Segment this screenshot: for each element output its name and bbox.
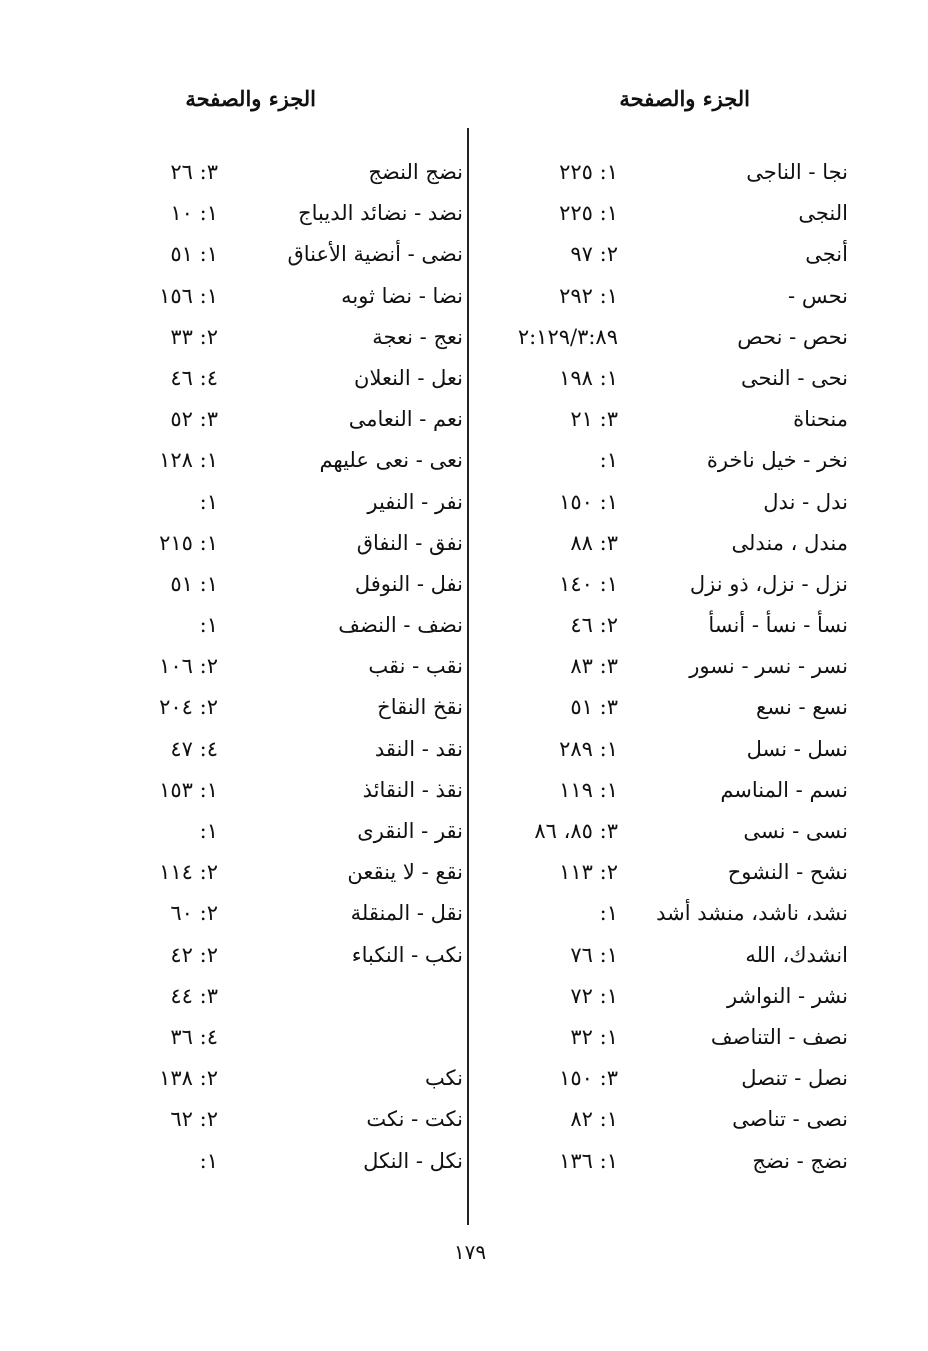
entry-term: نسأ - نسأ - أنسأ: [708, 613, 848, 638]
entry-term: نسر - نسر - نسور: [689, 654, 848, 679]
index-entry: [488, 812, 868, 853]
entry-volume-page: ١:: [599, 448, 618, 473]
index-entry: [128, 441, 463, 482]
entry-volume-page: ٢: ٦٠: [170, 901, 218, 926]
entry-term: نقخ النقاخ: [377, 695, 463, 720]
entry-term: نكب: [424, 1066, 463, 1091]
entry-term: النجى: [798, 201, 848, 226]
entry-volume-page: ١: ٢٩٢: [559, 283, 618, 308]
entry-volume-page: ١: ١٠: [170, 201, 218, 226]
entry-term: نقب - نقب: [368, 654, 463, 679]
entry-volume-page: ١:: [199, 613, 218, 638]
index-entry: [128, 688, 463, 729]
entry-volume-page: ٣: ٥١: [570, 695, 618, 720]
index-entry: [128, 647, 463, 688]
index-entry: [128, 606, 463, 647]
entry-volume-page: ١:: [199, 489, 218, 514]
index-entry: [128, 730, 463, 771]
entry-term: نشد، ناشد، منشد أشد: [656, 901, 848, 926]
entry-volume-page: ١: ١٥٣: [159, 777, 218, 802]
right-index-column: [488, 153, 868, 1183]
entry-volume-page: ١: ١٥٠: [559, 489, 618, 514]
index-entry: [488, 606, 868, 647]
index-entry: [488, 1142, 868, 1183]
left-column-header: الجزء والصفحة: [185, 86, 316, 111]
index-entry: [128, 1142, 463, 1183]
index-entry: [488, 400, 868, 441]
entry-volume-page: ١: ١٩٨: [559, 365, 618, 390]
entry-term: نعم - النعامى: [348, 407, 463, 432]
left-index-column: [128, 153, 463, 1183]
entry-term: نقذ - النقائذ: [362, 777, 463, 802]
entry-term: نحى - النحى: [741, 365, 848, 390]
entry-volume-page: ١: ١٥٦: [159, 283, 218, 308]
entry-volume-page: ٤: ٣٦: [170, 1024, 218, 1049]
index-entry: [488, 936, 868, 977]
page-number: ١٧٩: [453, 1240, 487, 1264]
entry-volume-page: ٢: ١٣٨: [159, 1066, 218, 1091]
index-entry: [128, 771, 463, 812]
index-entry: [488, 524, 868, 565]
index-entry: [128, 1018, 463, 1059]
index-entry: [488, 153, 868, 194]
entry-volume-page: ١: ٨٢: [570, 1107, 618, 1132]
entry-term: نصف - التناصف: [710, 1024, 848, 1049]
entry-volume-page: ١: ٧٦: [570, 942, 618, 967]
entry-term: نفل - النوفل: [354, 571, 463, 596]
entry-volume-page: ٢: ١١٤: [159, 860, 218, 885]
entry-volume-page: ١: ٥١: [170, 571, 218, 596]
entry-term: نعج - نعجة: [372, 324, 463, 349]
index-entry: [488, 565, 868, 606]
index-entry: [488, 1059, 868, 1100]
entry-volume-page: ١:: [199, 819, 218, 843]
entry-term: نصل - تنصل: [741, 1066, 848, 1091]
index-entry: [128, 400, 463, 441]
entry-volume-page: ١: ١٤٠: [559, 571, 618, 596]
entry-volume-page: ١: ٢١٥: [159, 530, 218, 555]
entry-term: نجا - الناجى: [746, 160, 848, 184]
entry-term: نقر - النقرى: [357, 819, 463, 843]
entry-term: نزل - نزل، ذو نزل: [689, 571, 848, 596]
entry-volume-page: ١: ٢٢٥: [559, 201, 618, 226]
entry-volume-page: ١: ١٢٨: [159, 448, 218, 473]
index-entry: [128, 853, 463, 894]
entry-volume-page: ٢: ٦٢: [170, 1107, 218, 1132]
index-entry: [488, 853, 868, 894]
entry-term: نحس -: [788, 283, 848, 308]
entry-volume-page: ٣: ٨٥، ٨٦: [534, 819, 618, 843]
column-divider: [467, 128, 469, 1225]
entry-term: نكب - النكباء: [351, 942, 463, 967]
entry-term: نشح - النشوح: [727, 860, 848, 885]
index-entry: [488, 194, 868, 235]
entry-volume-page: ٢: ٤٢: [170, 942, 218, 967]
entry-volume-page: ٢: ١١٣: [559, 860, 618, 885]
index-entry: [128, 194, 463, 235]
entry-term: نسم - المناسم: [720, 777, 848, 802]
entry-volume-page: ٢: ٢٠٤: [159, 695, 218, 720]
entry-term: نكل - النكل: [363, 1148, 463, 1173]
index-entry: [128, 359, 463, 400]
entry-volume-page: ١: ٧٢: [570, 983, 618, 1008]
index-entry: [488, 894, 868, 935]
index-entry: [128, 153, 463, 194]
entry-term: نضد - نضائد الديباج: [298, 201, 463, 226]
index-entry: [128, 1059, 463, 1100]
entry-term: انشدك، الله: [745, 942, 848, 967]
right-column-header: الجزء والصفحة: [619, 86, 750, 111]
entry-volume-page: ٣: ٢١: [570, 407, 618, 432]
entry-volume-page: ١: ٢٢٥: [559, 160, 618, 184]
entry-volume-page: ١: ٣٢: [570, 1024, 618, 1049]
entry-volume-page: ١: ٢٨٩: [559, 736, 618, 761]
index-entry: [128, 977, 463, 1018]
entry-term: نسى - نسى: [743, 819, 848, 843]
entry-term: نعل - النعلان: [354, 365, 463, 390]
entry-term: نضج - نضج: [752, 1148, 848, 1173]
entry-volume-page: ٤: ٤٦: [170, 365, 218, 390]
index-entry: [488, 1100, 868, 1141]
entry-term: نكت - نكت: [366, 1107, 463, 1132]
index-entry: [488, 277, 868, 318]
entry-volume-page: ٢:١٢٩/٣:٨٩: [517, 324, 618, 349]
index-entry: [488, 483, 868, 524]
index-entry: [488, 771, 868, 812]
entry-term: نشر - النواشر: [726, 983, 848, 1008]
entry-term: نفق - النفاق: [356, 530, 463, 555]
index-entry: [128, 277, 463, 318]
entry-volume-page: ١: ١٣٦: [559, 1148, 618, 1173]
entry-volume-page: ١:: [199, 1148, 218, 1173]
index-entry: [488, 730, 868, 771]
entry-term: نفر - النفير: [367, 489, 463, 514]
entry-term: نسل - نسل: [746, 736, 848, 761]
index-entry: [128, 1100, 463, 1141]
index-entry: [488, 318, 868, 359]
index-entry: [128, 565, 463, 606]
index-entry: [128, 894, 463, 935]
entry-term: أنجى: [805, 242, 848, 267]
entry-term: ندل - ندل: [763, 489, 848, 514]
entry-term: نضا - نضا ثوبه: [341, 283, 463, 308]
index-entry: [128, 483, 463, 524]
entry-term: نضى - أنضية الأعناق: [287, 242, 463, 267]
entry-volume-page: ٣: ٢٦: [170, 160, 218, 184]
index-entry: [488, 441, 868, 482]
entry-volume-page: ٣: ٤٤: [170, 983, 218, 1008]
index-entry: [488, 235, 868, 276]
entry-term: نضف - النضف: [338, 613, 463, 638]
entry-volume-page: ٣: ٥٢: [170, 407, 218, 432]
entry-volume-page: ٢: ٣٣: [170, 324, 218, 349]
entry-term: مندل ، مندلى: [731, 530, 848, 555]
entry-term: نعى - نعى عليهم: [319, 448, 463, 473]
entry-volume-page: ١: ٥١: [170, 242, 218, 267]
index-entry: [128, 812, 463, 853]
entry-volume-page: ٢: ١٠٦: [159, 654, 218, 679]
entry-volume-page: ٢: ٤٦: [570, 613, 618, 638]
index-entry: [128, 936, 463, 977]
index-entry: [488, 647, 868, 688]
entry-volume-page: ٣: ٨٨: [570, 530, 618, 555]
index-entry: [488, 359, 868, 400]
entry-term: نضج النضج: [368, 160, 463, 184]
index-entry: [488, 688, 868, 729]
entry-term: نسع - نسع: [756, 695, 848, 720]
entry-volume-page: ١:: [599, 901, 618, 926]
entry-volume-page: ٣: ١٥٠: [559, 1066, 618, 1091]
index-entry: [488, 977, 868, 1018]
entry-term: منحناة: [793, 407, 848, 432]
index-entry: [488, 1018, 868, 1059]
entry-term: نحص - نحص: [737, 324, 848, 349]
entry-volume-page: ١: ١١٩: [559, 777, 618, 802]
entry-volume-page: ٢: ٩٧: [570, 242, 618, 267]
index-entry: [128, 524, 463, 565]
index-entry: [128, 318, 463, 359]
entry-term: نقل - المنقلة: [350, 901, 463, 926]
index-entry: [128, 235, 463, 276]
entry-term: نقد - النقد: [374, 736, 463, 761]
entry-volume-page: ٤: ٤٧: [170, 736, 218, 761]
entry-volume-page: ٣: ٨٣: [570, 654, 618, 679]
entry-term: نصى - تناصى: [732, 1107, 848, 1132]
entry-term: نقع - لا ينقعن: [347, 860, 463, 885]
entry-term: نخر - خيل ناخرة: [706, 448, 848, 473]
